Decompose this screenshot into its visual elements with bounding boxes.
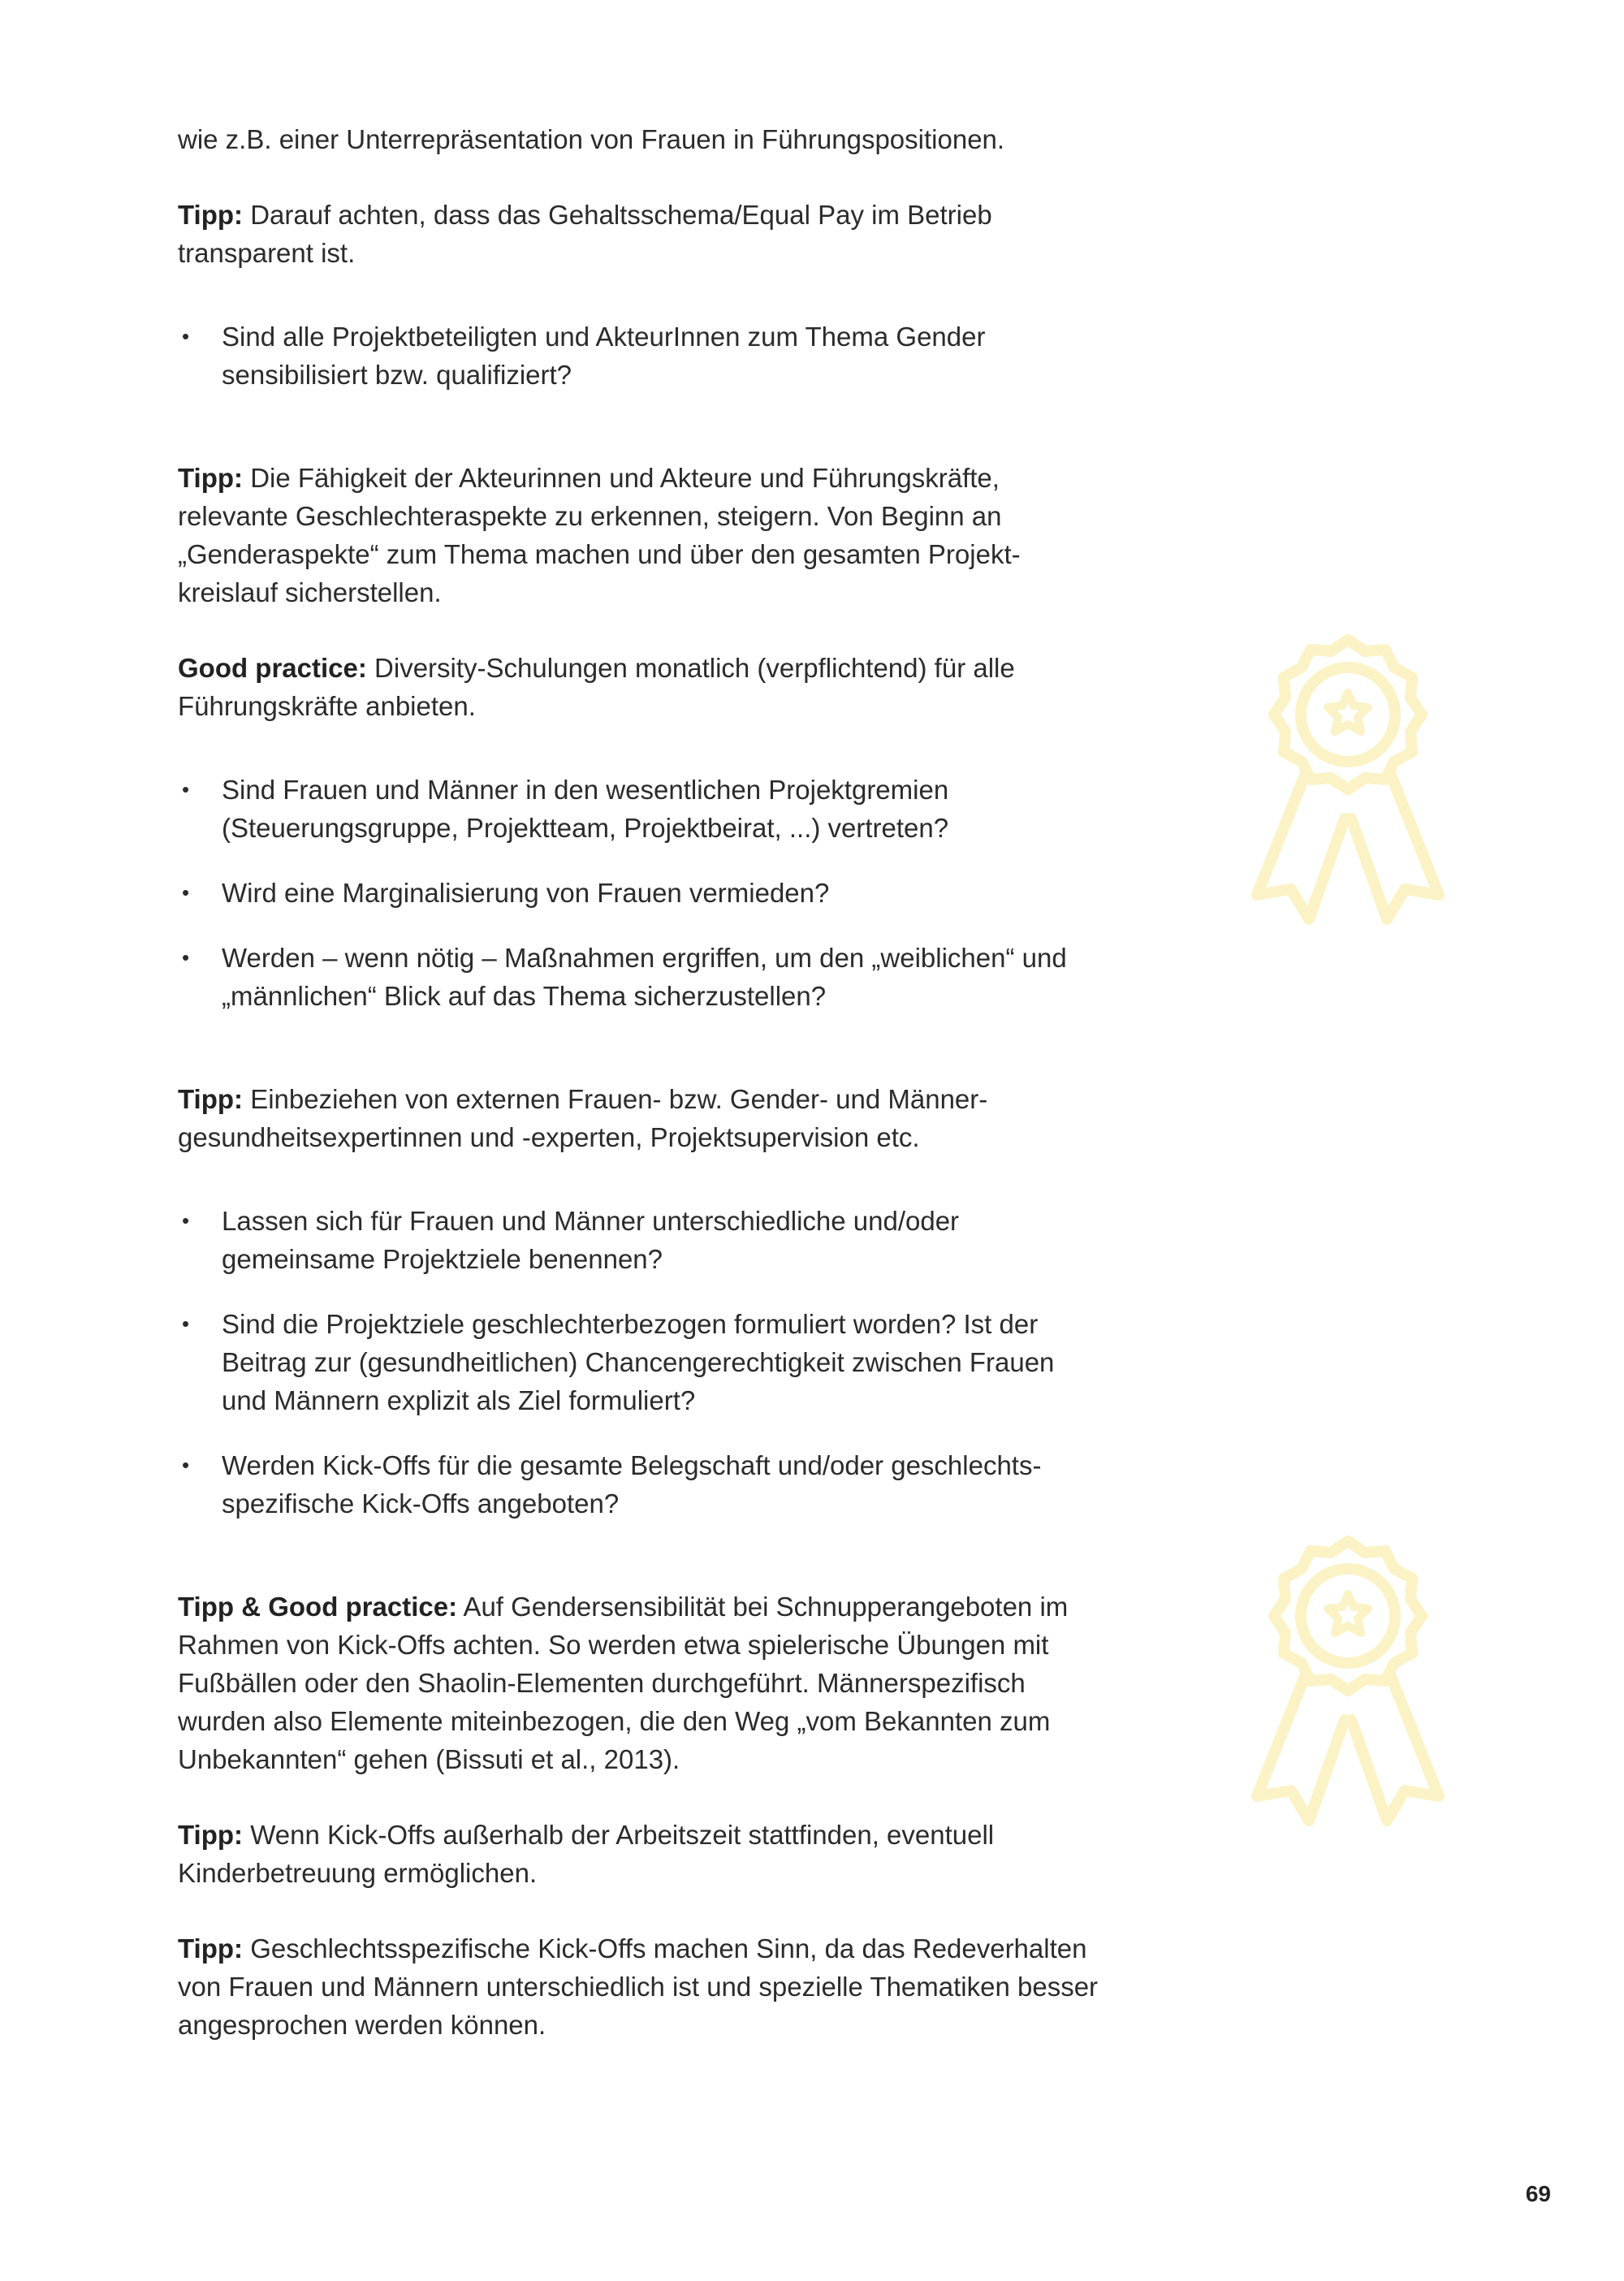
tip-equal-pay	[178, 196, 1104, 272]
list-item	[178, 874, 1104, 912]
list-item-text: Lassen sich für Frauen und Männer unterschiedliche und/oder gemeinsame Projektziele benennen?	[222, 1206, 960, 1274]
list-item	[178, 1305, 1104, 1419]
list-item-text: Werden – wenn nötig – Maßnahmen ergriffen, um den „weiblichen“ und „männlichen“ Blick auf das Thema sicherzustellen?	[222, 943, 1067, 1011]
list-item-text: Sind alle Projektbeteiligten und AkteurInnen zum Thema Gender sensibilisiert bzw. qualifiziert?	[222, 322, 986, 390]
page-content	[178, 120, 1104, 2044]
good-practice-text: Diversity-Schulungen monatlich (verpflichtend) für alle Führungskräfte anbieten.	[178, 653, 1015, 721]
list-item	[178, 1202, 1104, 1278]
tip-good-practice-kickoff	[178, 1588, 1104, 1778]
bullet: •	[182, 1311, 190, 1336]
list-item-text: Werden Kick-Offs für die gesamte Belegschaft und/oder geschlechtsspezifische Kick-Offs angeboten?	[222, 1450, 1042, 1519]
tip-gender-specific-kickoff	[178, 1929, 1104, 2044]
bullet: •	[182, 880, 190, 905]
list-item	[178, 939, 1104, 1015]
list-item	[178, 771, 1104, 847]
list-item	[178, 318, 1104, 394]
checklist-project-goals	[178, 1202, 1104, 1523]
tip-text: Einbeziehen von externen Frauen- bzw. Gender- und Männergesundheitsexpertinnen und -experten, Projektsupervision etc.	[178, 1084, 988, 1152]
tip-competence	[178, 459, 1104, 611]
tip-label: Tipp:	[178, 1933, 244, 1963]
tip-label: Tipp & Good practice:	[178, 1592, 458, 1622]
intro-line: wie z.B. einer Unterrepräsentation von Frauen in Führungspositionen.	[178, 124, 1005, 154]
bullet: •	[182, 1453, 190, 1477]
good-practice-label: Good practice:	[178, 653, 367, 683]
list-item-text: Sind Frauen und Männer in den wesentlichen Projektgremien (Steuerungsgruppe, Projektteam, Projektbeirat, ...) vertreten?	[222, 775, 949, 843]
tip-label: Tipp:	[178, 463, 244, 493]
tip-label: Tipp:	[178, 1820, 244, 1850]
tip-text: Wenn Kick-Offs außerhalb der Arbeitszeit stattfinden, eventuell Kinderbetreuung ermöglichen.	[178, 1820, 995, 1888]
tip-text: Darauf achten, dass das Gehaltsschema/Equal Pay im Betrieb transparent ist.	[178, 200, 992, 268]
tip-text: Die Fähigkeit der Akteurinnen und Akteure und Führungskräfte, relevante Geschlechteraspekte zu erkennen, steigern. Von Beginn an „Genderaspekte“ zum Thema machen und über den gesamten Projektkreislauf sicherstellen.	[178, 463, 1021, 607]
award-ribbon-icon	[1242, 633, 1453, 934]
tip-text: Geschlechtsspezifische Kick-Offs machen Sinn, da das Redeverhalten von Frauen und Männern unterschiedlich ist und spezielle Thematiken besser angesprochen werden können.	[178, 1933, 1099, 2040]
bullet: •	[182, 777, 190, 801]
bullet: •	[182, 945, 190, 970]
tip-childcare	[178, 1816, 1104, 1892]
tip-experts	[178, 1080, 1104, 1156]
tip-label: Tipp:	[178, 1084, 244, 1114]
award-ribbon-icon	[1242, 1535, 1453, 1835]
bullet: •	[182, 324, 190, 348]
tip-label: Tipp:	[178, 200, 244, 230]
tip-text: Auf Gendersensibilität bei Schnupperangeboten im Rahmen von Kick-Offs achten. So werden etwa spielerische Übungen mit Fußbällen oder den Shaolin-Elementen durchgeführt. Männerspezifisch wurden also Elemente miteinbezogen, die den Weg „vom Bekannten zum Unbekannten“ gehen (Bissuti et al., 2013).	[178, 1592, 1069, 1774]
list-item	[178, 1446, 1104, 1523]
checklist-representation	[178, 771, 1104, 1015]
list-item-text: Wird eine Marginalisierung von Frauen vermieden?	[222, 878, 830, 908]
bullet: •	[182, 1208, 190, 1233]
list-item-text: Sind die Projektziele geschlechterbezogen formuliert worden? Ist der Beitrag zur (gesundheitlichen) Chancengerechtigkeit zwischen Frauen und Männern explizit als Ziel formuliert?	[222, 1309, 1055, 1415]
page-number: 69	[1525, 2181, 1551, 2206]
good-practice-diversity	[178, 649, 1104, 725]
checklist-gender-awareness	[178, 318, 1104, 394]
